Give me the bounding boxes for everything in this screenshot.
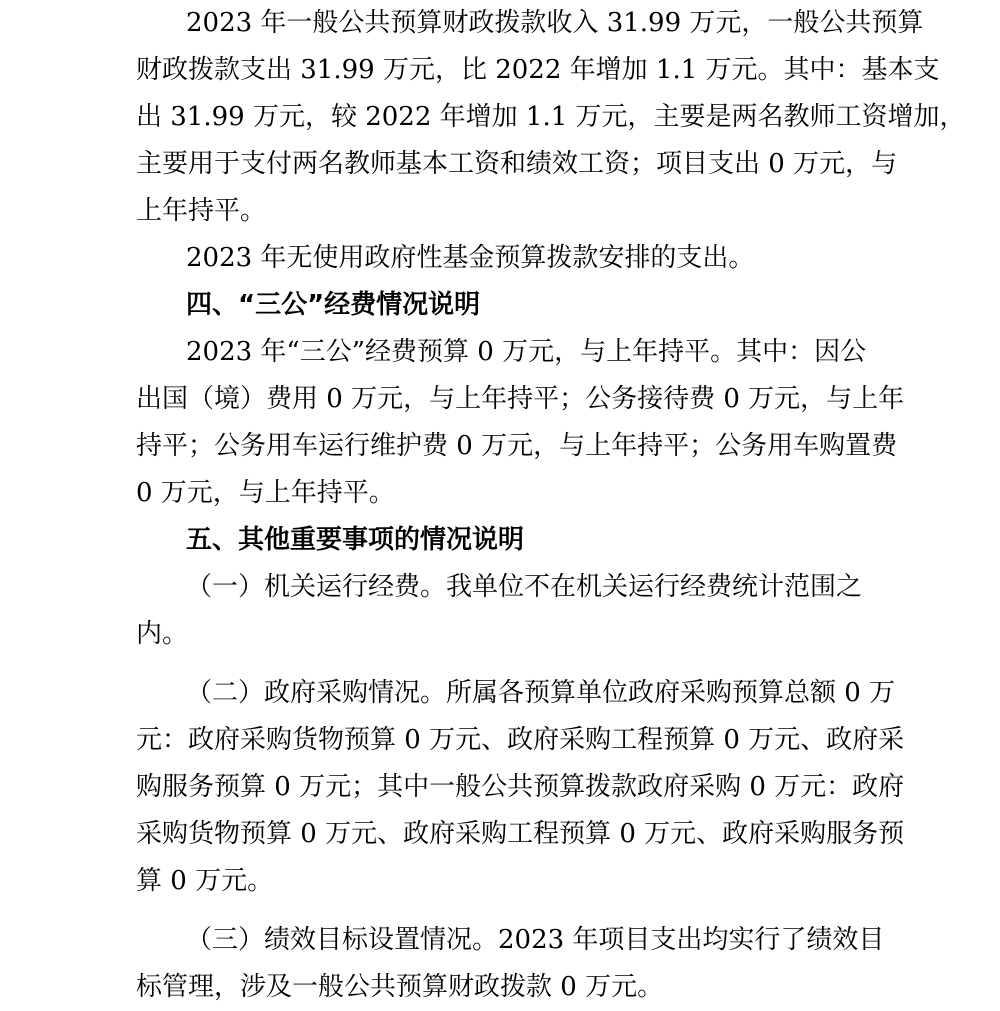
text-line: 持平；公务用车运行维护费 0 万元，与上年持平；公务用车购置费 bbox=[136, 431, 898, 461]
text-line: 算 0 万元。 bbox=[136, 866, 274, 896]
text-line: 0 万元，与上年持平。 bbox=[136, 478, 395, 508]
text-line: （一）机关运行经费。我单位不在机关运行经费统计范围之 bbox=[186, 572, 863, 602]
text-line: 2023 年一般公共预算财政拨款收入 31.99 万元，一般公共预算 bbox=[186, 8, 924, 38]
gov-fund-paragraph bbox=[136, 235, 896, 282]
document-page bbox=[136, 0, 966, 1011]
procurement-paragraph bbox=[136, 670, 905, 905]
sangong-paragraph bbox=[136, 329, 905, 517]
text-line: 采购货物预算 0 万元、政府采购工程预算 0 万元、政府采购服务预 bbox=[136, 819, 905, 849]
text-line: 2023 年“三公”经费预算 0 万元，与上年持平。其中：因公 bbox=[186, 337, 867, 367]
text-line: 上年持平。 bbox=[136, 196, 267, 226]
section-heading-other bbox=[136, 517, 896, 564]
budget-paragraph bbox=[136, 0, 966, 235]
text-line: 出 31.99 万元，较 2022 年增加 1.1 万元，主要是两名教师工资增加， bbox=[136, 102, 966, 132]
text-line: 出国（境）费用 0 万元，与上年持平；公务接待费 0 万元，与上年 bbox=[136, 384, 905, 414]
operating-cost-paragraph bbox=[136, 564, 896, 658]
text-line: 购服务预算 0 万元；其中一般公共预算拨款政府采购 0 万元：政府 bbox=[136, 772, 905, 802]
text-line: 元：政府采购货物预算 0 万元、政府采购工程预算 0 万元、政府采 bbox=[136, 725, 905, 755]
paragraph-gap bbox=[136, 905, 896, 917]
performance-paragraph bbox=[136, 917, 896, 1011]
text-line: 内。 bbox=[136, 619, 189, 649]
text-line: 2023 年无使用政府性基金预算拨款安排的支出。 bbox=[186, 243, 755, 273]
text-line: （二）政府采购情况。所属各预算单位政府采购预算总额 0 万 bbox=[186, 678, 896, 708]
heading-text: 四、“三公”经费情况说明 bbox=[186, 290, 481, 320]
paragraph-gap bbox=[136, 658, 896, 670]
text-line: （三）绩效目标设置情况。2023 年项目支出均实行了绩效目 bbox=[186, 925, 885, 955]
text-line: 主要用于支付两名教师基本工资和绩效工资；项目支出 0 万元，与 bbox=[136, 149, 898, 179]
heading-text: 五、其他重要事项的情况说明 bbox=[186, 525, 525, 555]
text-line: 财政拨款支出 31.99 万元，比 2022 年增加 1.1 万元。其中：基本支 bbox=[136, 55, 940, 85]
text-line: 标管理，涉及一般公共预算财政拨款 0 万元。 bbox=[136, 972, 664, 1002]
section-heading-sangong bbox=[136, 282, 896, 329]
